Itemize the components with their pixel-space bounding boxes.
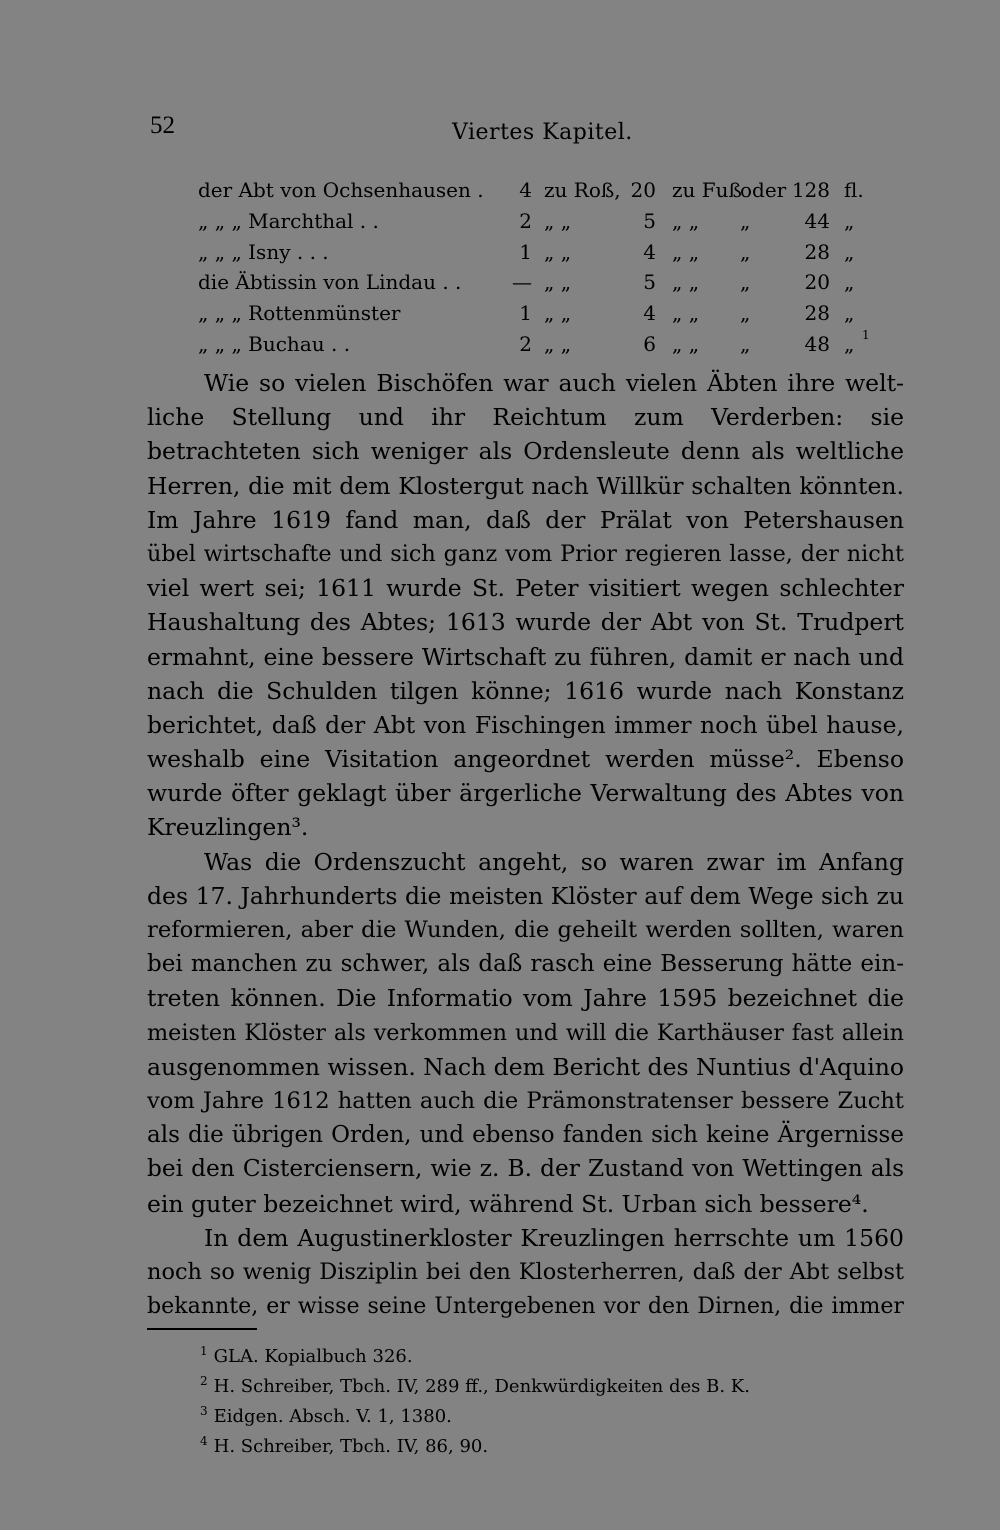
footnote-text: GLA. Kopialbuch 326. <box>213 1346 413 1367</box>
text-line: nach die Schulden tilgen könne; 1616 wurde nach Konstanz <box>147 676 904 705</box>
text-line: Haushaltung des Abtes; 1613 wurde der Abt von St. Trudpert <box>147 608 904 637</box>
row-florin: 28 <box>804 301 830 326</box>
text-line: bei manchen zu schwer, als daß rasch eine Besserung hätte ein- <box>147 951 904 978</box>
row-fuss-count: 6 <box>643 332 656 356</box>
text-line: wurde öfter geklagt über ärgerliche Verwaltung des Abtes von <box>147 779 904 808</box>
row-oder: „ <box>740 208 751 233</box>
text-line: Im Jahre 1619 fand man, daß der Prälat von Petershausen <box>147 505 904 534</box>
text-line: betrachteten sich weniger als Ordensleute denn als weltliche <box>147 437 904 466</box>
row-fuss-label: „ „ <box>672 332 700 356</box>
text-line: des 17. Jahrhunderts die meisten Klöster auf dem Wege sich zu <box>147 881 904 910</box>
footnote-mark: 4 <box>200 1434 208 1448</box>
table-row <box>198 178 878 208</box>
text-line: viel wert sei; 1611 wurde St. Peter visitiert wegen schlechter <box>147 574 904 603</box>
row-fuss-label: „ „ <box>672 270 700 295</box>
table-row <box>198 328 878 362</box>
text-line: Herren, die mit dem Klostergut nach Willkür schalten könnten. <box>147 471 904 500</box>
text-line: bei den Cisterciensern, wie z. B. der Zustand von Wettingen als <box>147 1155 904 1183</box>
row-ross-count: 1 <box>519 239 532 264</box>
table-row <box>198 209 878 239</box>
row-ross-label: „ „ <box>544 208 572 233</box>
row-unit: „ <box>844 332 855 356</box>
row-fuss-count: 4 <box>643 239 656 264</box>
row-ross-count: 2 <box>519 332 532 356</box>
row-oder: „ <box>740 301 751 326</box>
row-unit: fl. <box>844 178 864 202</box>
footnote <box>200 1336 900 1366</box>
text-line: Wie so vielen Bischöfen war auch vielen Äbten ihre welt- <box>204 369 904 397</box>
text-line: ermahnt, eine bessere Wirtschaft zu führen, damit er nach und <box>147 642 904 671</box>
table-row <box>198 301 878 331</box>
text-line: liche Stellung und ihr Reichtum zum Verderben: sie <box>147 403 904 432</box>
row-unit: „ <box>844 208 855 233</box>
row-oder: „ <box>740 239 751 264</box>
footnotes <box>200 1336 900 1456</box>
row-fuss-label: „ „ <box>672 208 700 233</box>
row-florin: 28 <box>804 239 830 264</box>
row-ross-label: zu Roß, <box>544 178 621 202</box>
row-fuss-count: 5 <box>643 208 656 233</box>
text-line: treten können. Die Informatio vom Jahre 1595 bezeichnet die <box>147 984 904 1013</box>
row-fuss-count: 20 <box>630 178 656 202</box>
row-ross-count: 1 <box>519 301 532 326</box>
text-line: ein guter bezeichnet wird, während St. Urban sich bessere⁴. <box>147 1189 869 1218</box>
row-unit: „ <box>844 239 855 264</box>
footnote-text: Eidgen. Absch. V. 1, 1380. <box>213 1406 452 1427</box>
row-ross-label: „ „ <box>544 239 572 264</box>
text-line: noch so wenig Disziplin bei den Klosterherren, daß der Abt selbst <box>147 1258 904 1285</box>
row-name: „ „ „ Isny . . . <box>198 239 329 264</box>
row-unit: „ <box>844 270 855 295</box>
row-fuss-label: „ „ <box>672 239 700 264</box>
footnote <box>200 1426 900 1456</box>
text-line: In dem Augustinerkloster Kreuzlingen herrschte um 1560 <box>204 1223 904 1252</box>
footnote-ref: 1 <box>862 328 870 342</box>
row-fuss-count: 5 <box>643 270 656 295</box>
text-line: Kreuzlingen³. <box>147 813 309 842</box>
row-oder: oder <box>740 178 787 202</box>
row-name: „ „ „ Buchau . . <box>198 332 351 356</box>
footnote-text: H. Schreiber, Tbch. IV, 289 ff., Denkwürdigkeiten des B. K. <box>213 1376 750 1397</box>
text-line: meisten Klöster als verkommen und will die Karthäuser fast allein <box>147 1019 904 1046</box>
running-title: Viertes Kapitel. <box>452 120 633 145</box>
page-number: 52 <box>150 112 175 139</box>
row-oder: „ <box>740 332 751 356</box>
row-ross-count: — <box>512 270 532 295</box>
row-florin: 48 <box>804 332 830 356</box>
row-name: die Äbtissin von Lindau . . <box>198 270 462 295</box>
body-text <box>147 366 904 1323</box>
row-fuss-label: „ „ <box>672 301 700 326</box>
text-line: reformieren, aber die Wunden, die geheilt werden sollten, waren <box>147 917 904 943</box>
row-florin: 44 <box>804 208 830 233</box>
footnote-mark: 1 <box>200 1344 208 1358</box>
row-ross-label: „ „ <box>544 270 572 295</box>
table-row <box>198 240 878 270</box>
row-oder: „ <box>740 270 751 295</box>
text-line: vom Jahre 1612 hatten auch die Prämonstratenser bessere Zucht <box>147 1087 904 1114</box>
row-unit: „ <box>844 301 855 326</box>
footnote-mark: 2 <box>200 1374 208 1388</box>
row-fuss-label: zu Fuß <box>672 178 742 202</box>
text-line: weshalb eine Visitation angeordnet werden müsse². Ebenso <box>147 745 904 774</box>
footnote <box>200 1366 900 1396</box>
text-line: bekannte, er wisse seine Untergebenen vor den Dirnen, die immer <box>147 1293 904 1320</box>
footnote <box>200 1396 900 1426</box>
row-fuss-count: 4 <box>643 301 656 326</box>
row-ross-count: 4 <box>519 178 532 202</box>
row-florin: 128 <box>791 178 830 202</box>
text-line: als die übrigen Orden, und ebenso fanden sich keine Ärgernisse <box>147 1122 904 1149</box>
table-row <box>198 270 878 300</box>
text-line: ausgenommen wissen. Nach dem Bericht des Nuntius d'Aquino <box>147 1052 904 1081</box>
row-ross-count: 2 <box>519 208 532 233</box>
row-ross-label: „ „ <box>544 301 572 326</box>
footnote-rule <box>147 1328 257 1330</box>
row-name: „ „ „ Marchthal . . <box>198 208 379 233</box>
row-ross-label: „ „ <box>544 332 572 356</box>
text-line: übel wirtschafte und sich ganz vom Prior regieren lasse, der nicht <box>147 540 904 567</box>
text-line: Was die Ordenszucht angeht, so waren zwar im Anfang <box>204 847 904 876</box>
row-name: „ „ „ Rottenmünster <box>198 301 401 326</box>
row-florin: 20 <box>804 270 830 295</box>
row-name: der Abt von Ochsenhausen . <box>198 178 484 202</box>
text-line: berichtet, daß der Abt von Fischingen immer noch übel hause, <box>147 710 904 739</box>
footnote-mark: 3 <box>200 1404 208 1418</box>
footnote-text: H. Schreiber, Tbch. IV, 86, 90. <box>213 1436 489 1457</box>
